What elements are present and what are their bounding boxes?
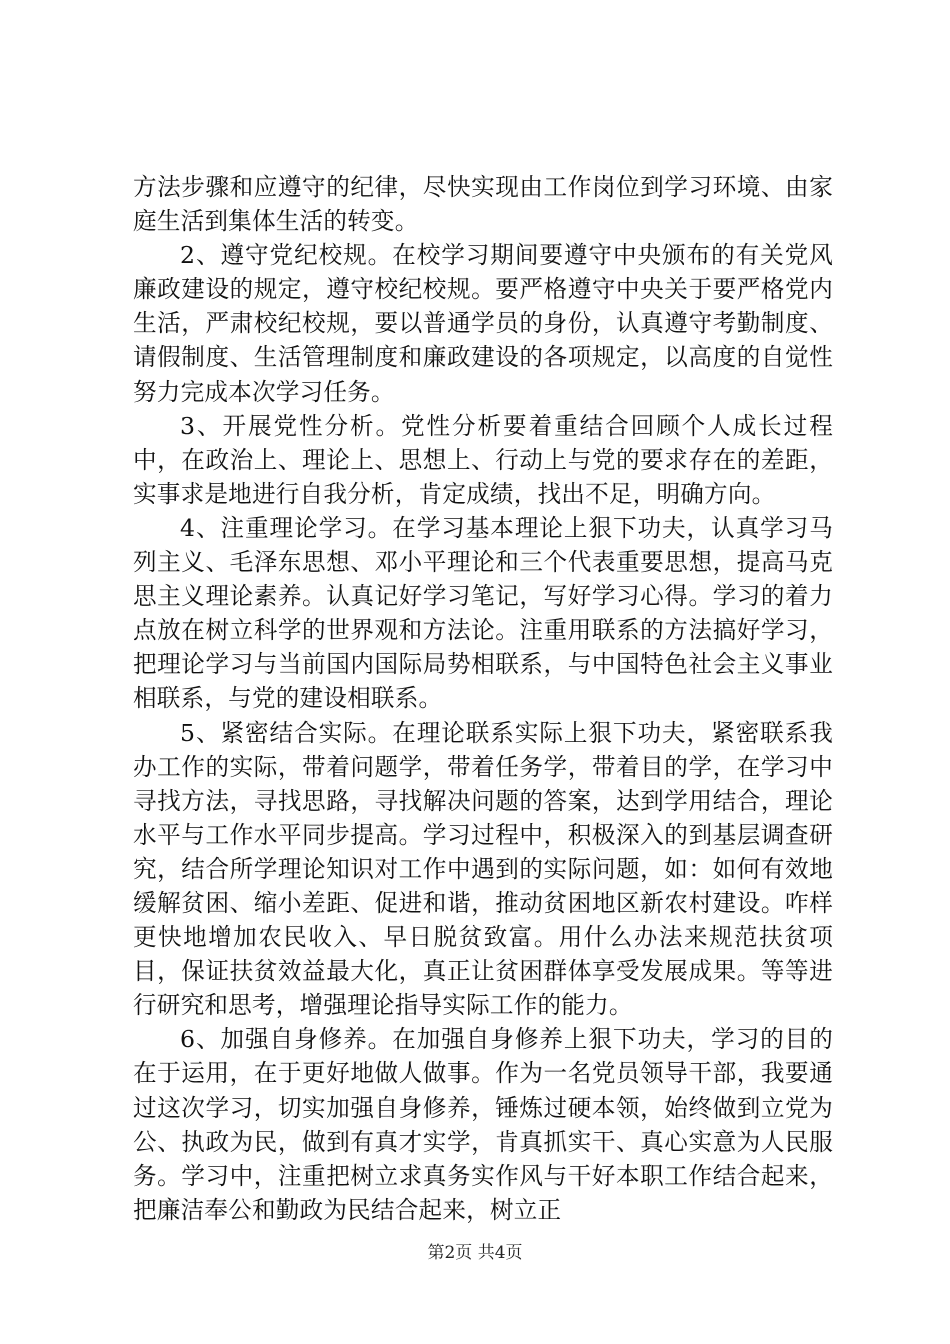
page-number-footer: 第2页 共4页 — [427, 1243, 523, 1263]
paragraph-item-4: 4、注重理论学习。在学习基本理论上狠下功夫，认真学习马列主义、毛泽东思想、邓小平理论和三个代表重要思想，提高马克思主义理论素养。认真记好学习笔记，写好学习心得。学习的着力点放在树立科学的世界观和方法论。注重用联系的方法搞好学习，把理论学习与当前国内国际局势相联系，与中国特色社会主义事业相联系，与党的建设相联系。 — [133, 513, 833, 713]
paragraph-item-5: 5、紧密结合实际。在理论联系实际上狠下功夫，紧密联系我办工作的实际，带着问题学，带着任务学，带着目的学，在学习中寻找方法，寻找思路，寻找解决问题的答案，达到学用结合，理论水平与工作水平同步提高。学习过程中，积极深入的到基层调查研究，结合所学理论知识对工作中遇到的实际问题，如：如何有效地缓解贫困、缩小差距、促进和谐，推动贫困地区新农村建设。咋样更快地增加农民收入、早日脱贫致富。用什么办法来规范扶贫项目，保证扶贫效益最大化，真正让贫困群体享受发展成果。等等进行研究和思考，增强理论指导实际工作的能力。 — [133, 718, 833, 1020]
paragraph-item-2: 2、遵守党纪校规。在校学习期间要遵守中央颁布的有关党风廉政建设的规定，遵守校纪校规。要严格遵守中央关于要严格党内生活，严肃校纪校规，要以普通学员的身份，认真遵守考勤制度、请假制度、生活管理制度和廉政建设的各项规定，以高度的自觉性努力完成本次学习任务。 — [133, 241, 833, 406]
paragraph-continuation: 方法步骤和应遵守的纪律，尽快实现由工作岗位到学习环境、由家庭生活到集体生活的转变。 — [133, 173, 833, 236]
paragraph-item-6: 6、加强自身修养。在加强自身修养上狠下功夫，学习的目的在于运用，在于更好地做人做事。作为一名党员领导干部，我要通过这次学习，切实加强自身修养，锤炼过硬本领，始终做到立党为公、执政为民，做到有真才实学，肯真抓实干、真心实意为人民服务。学习中，注重把树立求真务实作风与干好本职工作结合起来，把廉洁奉公和勤政为民结合起来，树立正 — [133, 1025, 833, 1224]
paragraph-item-3: 3、开展党性分析。党性分析要着重结合回顾个人成长过程中，在政治上、理论上、思想上、行动上与党的要求存在的差距，实事求是地进行自我分析，肯定成绩，找出不足，明确方向。 — [133, 411, 833, 508]
document-body — [133, 170, 833, 1227]
